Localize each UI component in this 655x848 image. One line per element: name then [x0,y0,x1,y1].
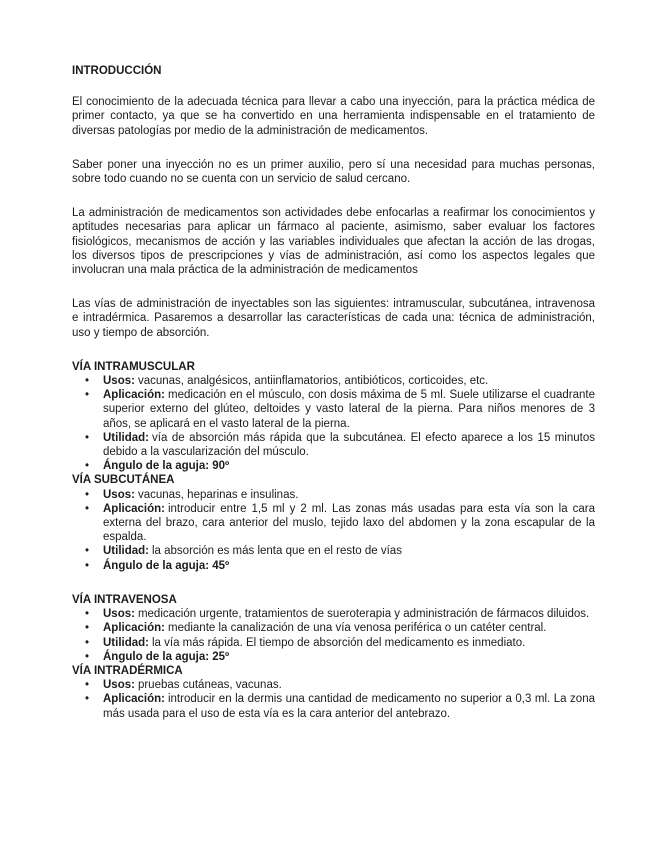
bullet-icon: • [85,502,90,515]
bullet-icon: • [85,375,90,388]
route-section [72,360,595,474]
bullet-icon: • [85,693,90,706]
list-item [72,388,595,431]
bullet-icon: • [85,545,90,558]
document-heading: INTRODUCCIÓN [72,65,162,77]
bullet-icon: • [85,488,90,501]
bullet-icon: • [85,650,90,663]
bullet-text: introducir entre 1,5 ml y 2 ml. Las zonas más usadas para esta vía son la cara externa del brazo, cara anterior del muslo, tejido laxo del abdomen y la zona escapular de la espalda. [103,502,595,544]
bullet-label: Utilidad: [103,636,149,649]
bullet-icon: • [85,460,90,473]
bullet-icon: • [85,431,90,444]
list-item [72,488,595,502]
bullet-list [72,678,595,721]
bullet-text: vacunas, analgésicos, antiinflamatorios, antibióticos, corticoides, etc. [137,375,489,388]
bullet-label: Utilidad: [103,431,149,444]
list-item [72,636,595,650]
bullet-label: Usos: [103,375,135,388]
route-section [72,473,595,572]
list-item [72,502,595,545]
list-item [72,459,595,473]
bullet-text: la vía más rápida. El tiempo de absorción del medicamento es inmediato. [152,636,526,649]
bullet-icon: • [85,679,90,692]
list-item [72,559,595,573]
bullet-label: Aplicación: [103,389,165,402]
route-section [72,593,595,664]
list-item [72,431,595,459]
bullet-label: Aplicación: [103,693,165,706]
paragraph: El conocimiento de la adecuada técnica para llevar a cabo una inyección, para la práctica médica de primer contacto, ya que se ha convertido en una herramienta indispensable en el tratamiento de diversas patologías por medio de la administración de medicamentos. [72,96,595,137]
bullet-label: Aplicación: [103,502,165,515]
bullet-label: Ángulo de la aguja: 25º [103,650,230,663]
bullet-text: medicación urgente, tratamientos de sueroterapia y administración de fármacos diluidos. [137,608,590,621]
bullet-label: Ángulo de la aguja: 90º [103,460,230,473]
bullet-label: Usos: [103,608,135,621]
list-item [72,692,595,720]
bullet-text: vía de absorción más rápida que la subcutánea. El efecto aparece a los 15 minutos debido a la vascularización del músculo. [103,431,595,459]
list-item [72,650,595,664]
bullet-icon: • [85,608,90,621]
bullet-label: Aplicación: [103,622,165,635]
bullet-label: Utilidad: [103,545,149,558]
paragraph: Saber poner una inyección no es un primer auxilio, pero sí una necesidad para muchas personas, sobre todo cuando no se cuenta con un servicio de salud cercano. [72,158,595,186]
paragraph: Las vías de administración de inyectables son las siguientes: intramuscular, subcutánea, intravenosa e intradérmica. Pasaremos a desarrollar las características de cada una: técnica de administración, uso y tiempo de absorción. [72,298,595,339]
list-item [72,621,595,635]
bullet-text: vacunas, heparinas e insulinas. [137,488,299,501]
bullet-list [72,488,595,573]
bullet-icon: • [85,559,90,572]
bullet-text: medicación en el músculo, con dosis máxima de 5 ml. Suele utilizarse el cuadrante superior externo del glúteo, deltoides y vasto lateral de la pierna. Para niños menores de 3 años, se aplicará en el vasto lateral de la pierna. [103,389,595,430]
bullet-text: mediante la canalización de una vía venosa periférica o un catéter central. [167,622,547,635]
paragraph: La administración de medicamentos son actividades debe enfocarlas a reafirmar los conocimientos y aptitudes necesarias para aplicar un fármaco al paciente, asimismo, saber evaluar los factores fisiológicos, mecanismos de acción y las variables individuales que afectan la acción de las drogas, los diversos tipos de prescripciones y vías de administración, así como los aspectos legales que involucran una mala práctica de la administración de medicamentos [72,207,595,277]
bullet-icon: • [85,636,90,649]
bullet-label: Ángulo de la aguja: 45º [103,559,230,572]
bullet-label: Usos: [103,488,135,501]
bullet-text: pruebas cutáneas, vacunas. [137,679,282,692]
bullet-list [72,374,595,473]
list-item [72,544,595,558]
section-title: VÍA INTRADÉRMICA [72,664,183,677]
bullet-label: Usos: [103,679,135,692]
intro-paragraphs [72,95,595,340]
section-title: VÍA INTRAMUSCULAR [72,360,195,373]
list-item [72,678,595,692]
route-section [72,664,595,721]
bullet-icon: • [85,622,90,635]
list-item [72,374,595,388]
section-title: VÍA INTRAVENOSA [72,593,177,606]
bullet-list [72,607,595,664]
section-title: VÍA SUBCUTÁNEA [72,474,175,487]
route-sections [72,360,595,721]
bullet-text: la absorción es más lenta que en el resto de vías [152,545,402,558]
list-item [72,607,595,621]
bullet-text: introducir en la dermis una cantidad de medicamento no superior a 0,3 ml. La zona más usada para el uso de esta vía es la cara anterior del antebrazo. [103,693,595,720]
bullet-icon: • [85,389,90,402]
